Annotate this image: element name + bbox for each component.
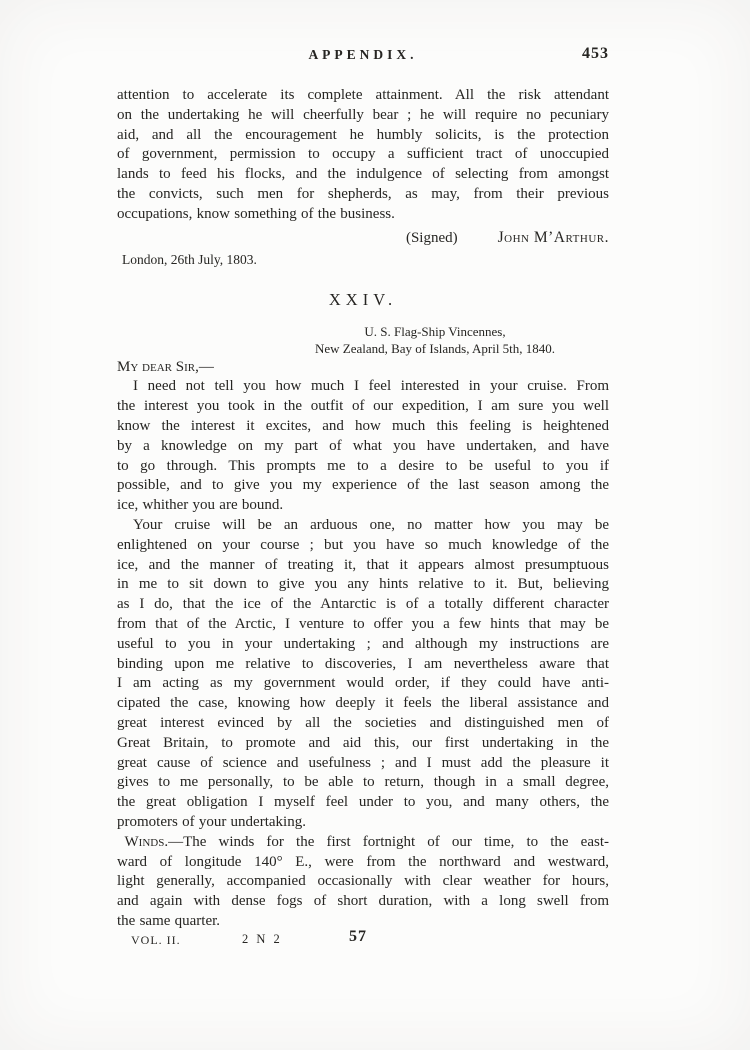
running-header — [117, 47, 609, 65]
signed-name: John M’Arthur. — [497, 228, 609, 246]
text-line: great interest evinced by all the societies and distinguished men of — [117, 714, 609, 731]
text-line: Great Britain, to promote and aid this, our first undertaking in the — [117, 734, 609, 751]
running-header-title: APPENDIX. — [308, 47, 418, 62]
letter-heading-ship: U. S. Flag-Ship Vincennes, — [364, 324, 506, 340]
letter-salutation: My dear Sir,— — [117, 359, 214, 376]
text-line: aid, and all the encouragement he humbly solicits, is the protection — [117, 126, 609, 143]
footer-page-number: 57 — [349, 928, 367, 945]
text-line: I need not tell you how much I feel interested in your cruise. From — [133, 378, 609, 395]
signature-mark: 2 N 2 — [242, 932, 283, 946]
text-line: of government, permission to occupy a sufficient tract of unoccupied — [117, 146, 609, 163]
text-line: occupations, know something of the business. — [117, 205, 395, 222]
text-line: ward of longitude 140° E., were from the northward and westward, — [117, 853, 609, 870]
text-line: I am acting as my government would order, if they could have anti- — [117, 675, 609, 692]
signature-line — [117, 228, 609, 249]
text-line: Your cruise will be an arduous one, no matter how you may be — [133, 516, 609, 533]
text-line: by a knowledge on my part of what you have undertaken, and have — [117, 437, 609, 454]
text-line: to go through. This prompts me to a desire to be useful to you if — [117, 457, 609, 474]
text-line: attention to accelerate its complete attainment. All the risk attendant — [117, 87, 609, 103]
text-line: the great obligation I myself feel under to you, and many others, the — [117, 794, 609, 811]
page-content — [117, 0, 609, 932]
text-line: cipated the case, knowing how deeply it feels the liberal assistance and — [117, 695, 609, 712]
text-line: the interest you took in the outfit of our expedition, I am sure you well — [117, 398, 609, 415]
text-line: possible, and to give you my experience of the last season among the — [117, 477, 609, 494]
text-line: Winds.—The winds for the first fortnight of our time, to the east- — [117, 833, 609, 853]
volume-label: VOL. II. — [131, 933, 181, 947]
page-number: 453 — [582, 45, 609, 62]
paragraph-lead-smallcaps: Winds. — [124, 833, 169, 850]
text-line: on the undertaking he will cheerfully bear ; he will require no pecuniary — [117, 106, 609, 123]
signed-label: (Signed) — [405, 229, 458, 246]
text-line: and again with dense fogs of short duration, with a long swell from — [117, 893, 609, 910]
text-line: gives to me personally, to be able to return, though in a small degree, — [117, 774, 609, 791]
letter-body — [117, 377, 609, 931]
text-line: light generally, accompanied occasionally with clear weather for hours, — [117, 873, 609, 890]
text-line: useful to you in your undertaking ; and although my instructions are — [117, 635, 609, 652]
paragraph-continuation — [117, 86, 609, 225]
text-line: ice, and the manner of treating it, that it appears almost presumptuous — [117, 556, 609, 573]
text-line: in me to sit down to give you any hints relative to it. But, believing — [117, 576, 609, 593]
text-line: lands to feed his flocks, and the indulgence of selecting from amongst — [117, 166, 609, 183]
text-line: the convicts, such men for shepherds, as may, from their previous — [117, 185, 609, 202]
text-line: enlightened on your course ; but you have so much knowledge of the — [117, 536, 609, 553]
line-indent — [117, 834, 125, 850]
text-line: know the interest it excites, and how much this feeling is heightened — [117, 417, 609, 434]
text-line: ice, whither you are bound. — [117, 497, 284, 514]
text-line: great cause of science and usefulness ; and I must add the pleasure it — [117, 754, 609, 771]
page-footer — [117, 928, 609, 950]
text-line: binding upon me relative to discoveries, I am nevertheless aware that — [117, 655, 609, 672]
text-line: the same quarter. — [117, 912, 221, 929]
section-heading: XXIV. — [328, 290, 398, 310]
letter-heading-place-date: New Zealand, Bay of Islands, April 5th, 1840. — [314, 341, 556, 357]
text-line: as I do, that the ice of the Antarctic is of a totally different character — [117, 596, 609, 613]
text-line: promoters of your undertaking. — [117, 813, 306, 830]
letter-dateline: London, 26th July, 1803. — [122, 252, 257, 268]
letter-heading — [305, 323, 565, 357]
text-line: from that of the Arctic, I venture to offer you a few hints that may be — [117, 615, 609, 632]
